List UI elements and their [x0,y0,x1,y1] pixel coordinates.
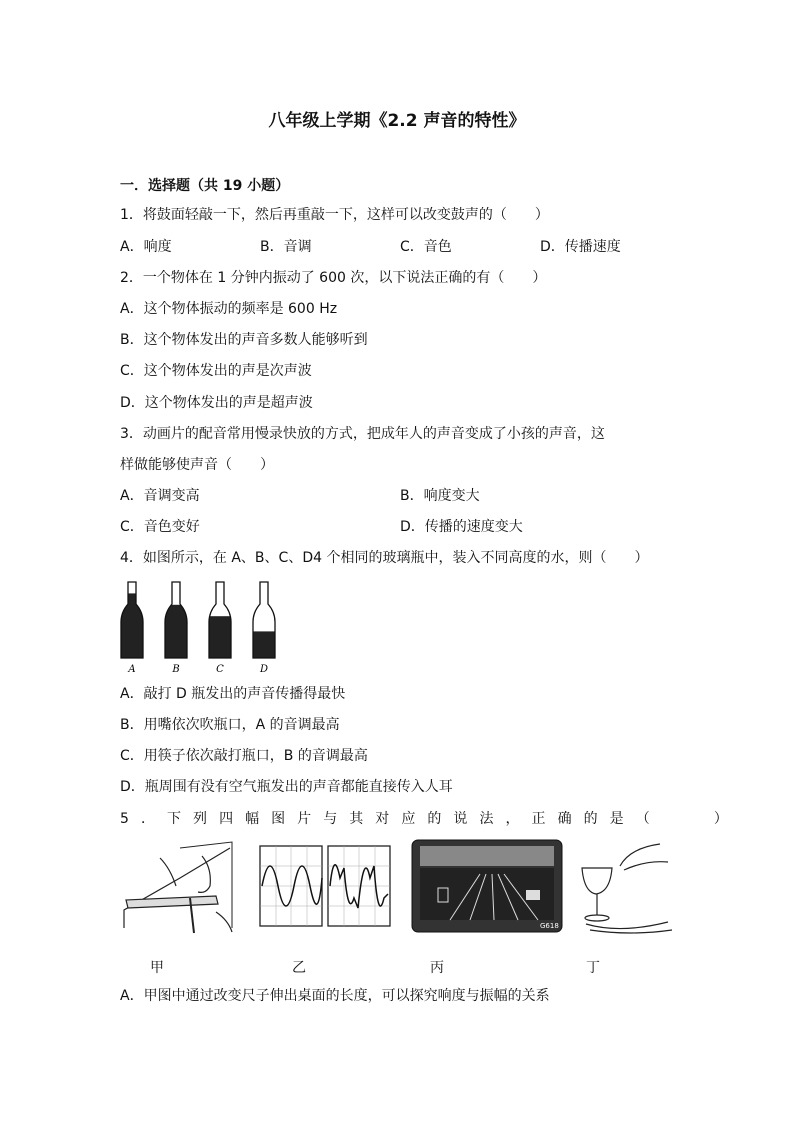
question-5-option-a: A．甲图中通过改变尺子伸出桌面的长度，可以探究响度与振幅的关系 [120,988,550,1004]
question-4-option-d: D．瓶周围有没有空气瓶发出的声音都能直接传入人耳 [120,779,453,795]
device-label: G618 [540,922,559,930]
caption-ding: 丁 [586,960,600,976]
bottle-label-d: D [259,664,269,675]
question-2-option-c: C．这个物体发出的声是次声波 [120,363,312,379]
wine-glass-figure [582,844,672,933]
caption-yi: 乙 [292,960,306,976]
bottle-water-d [253,631,275,658]
question-1-option-b: B．音调 [260,239,312,255]
bottle-d [253,582,275,675]
question-3-stem-line-2: 样做能够使声音（ ） [120,457,274,473]
waveform-figure [260,846,390,926]
page-title: 八年级上学期《2.2 声音的特性》 [268,111,526,131]
caption-bing: 丙 [430,960,444,976]
question-5-figures [120,838,676,938]
bottle-b [165,582,187,675]
question-4-option-c: C．用筷子依次敲打瓶口，B 的音调最高 [120,748,368,764]
bottle-label-c: C [216,664,224,675]
bottle-water-b [165,605,187,658]
bottle-label-a: A [128,664,136,675]
question-2-option-b: B．这个物体发出的声音多数人能够听到 [120,332,368,348]
question-3-option-b: B．响度变大 [400,488,480,504]
question-2-option-d: D．这个物体发出的声是超声波 [120,395,313,411]
bottle-c [209,582,231,675]
question-1-option-c: C．音色 [400,239,452,255]
question-1-option-a: A．响度 [120,239,172,255]
question-3-option-a: A．音调变高 [120,488,200,504]
question-5-stem: 5．下列四幅图片与其对应的说法，正确的是（ ） [120,811,740,827]
noise-monitor-figure [412,840,562,932]
bottle-label-b: B [172,664,180,675]
question-3-option-c: C．音色变好 [120,519,200,535]
bottle-water-a [121,593,143,658]
question-3-option-d: D．传播的速度变大 [400,519,523,535]
caption-jia: 甲 [150,960,164,976]
question-2-option-a: A．这个物体振动的频率是 600 Hz [120,301,338,317]
question-4-option-b: B．用嘴依次吹瓶口，A 的音调最高 [120,717,340,733]
question-3-stem-line-1: 3．动画片的配音常用慢录快放的方式，把成年人的声音变成了小孩的声音，这 [120,426,605,442]
question-4-option-a: A．敲打 D 瓶发出的声音传播得最快 [120,686,346,702]
bottle-water-c [209,616,231,658]
question-1-option-d: D．传播速度 [540,239,621,255]
bottle-a [121,582,143,675]
bottles-figure [118,578,288,676]
ruler-desk-figure [124,842,232,933]
question-1-stem: 1．将鼓面轻敲一下，然后再重敲一下，这样可以改变鼓声的（ ） [120,207,549,223]
question-4-stem: 4．如图所示，在 A、B、C、D4 个相同的玻璃瓶中，装入不同高度的水，则（ ） [120,550,649,566]
question-2-stem: 2．一个物体在 1 分钟内振动了 600 次，以下说法正确的有（ ） [120,270,547,286]
section-heading: 一．选择题（共 19 小题） [120,178,290,194]
